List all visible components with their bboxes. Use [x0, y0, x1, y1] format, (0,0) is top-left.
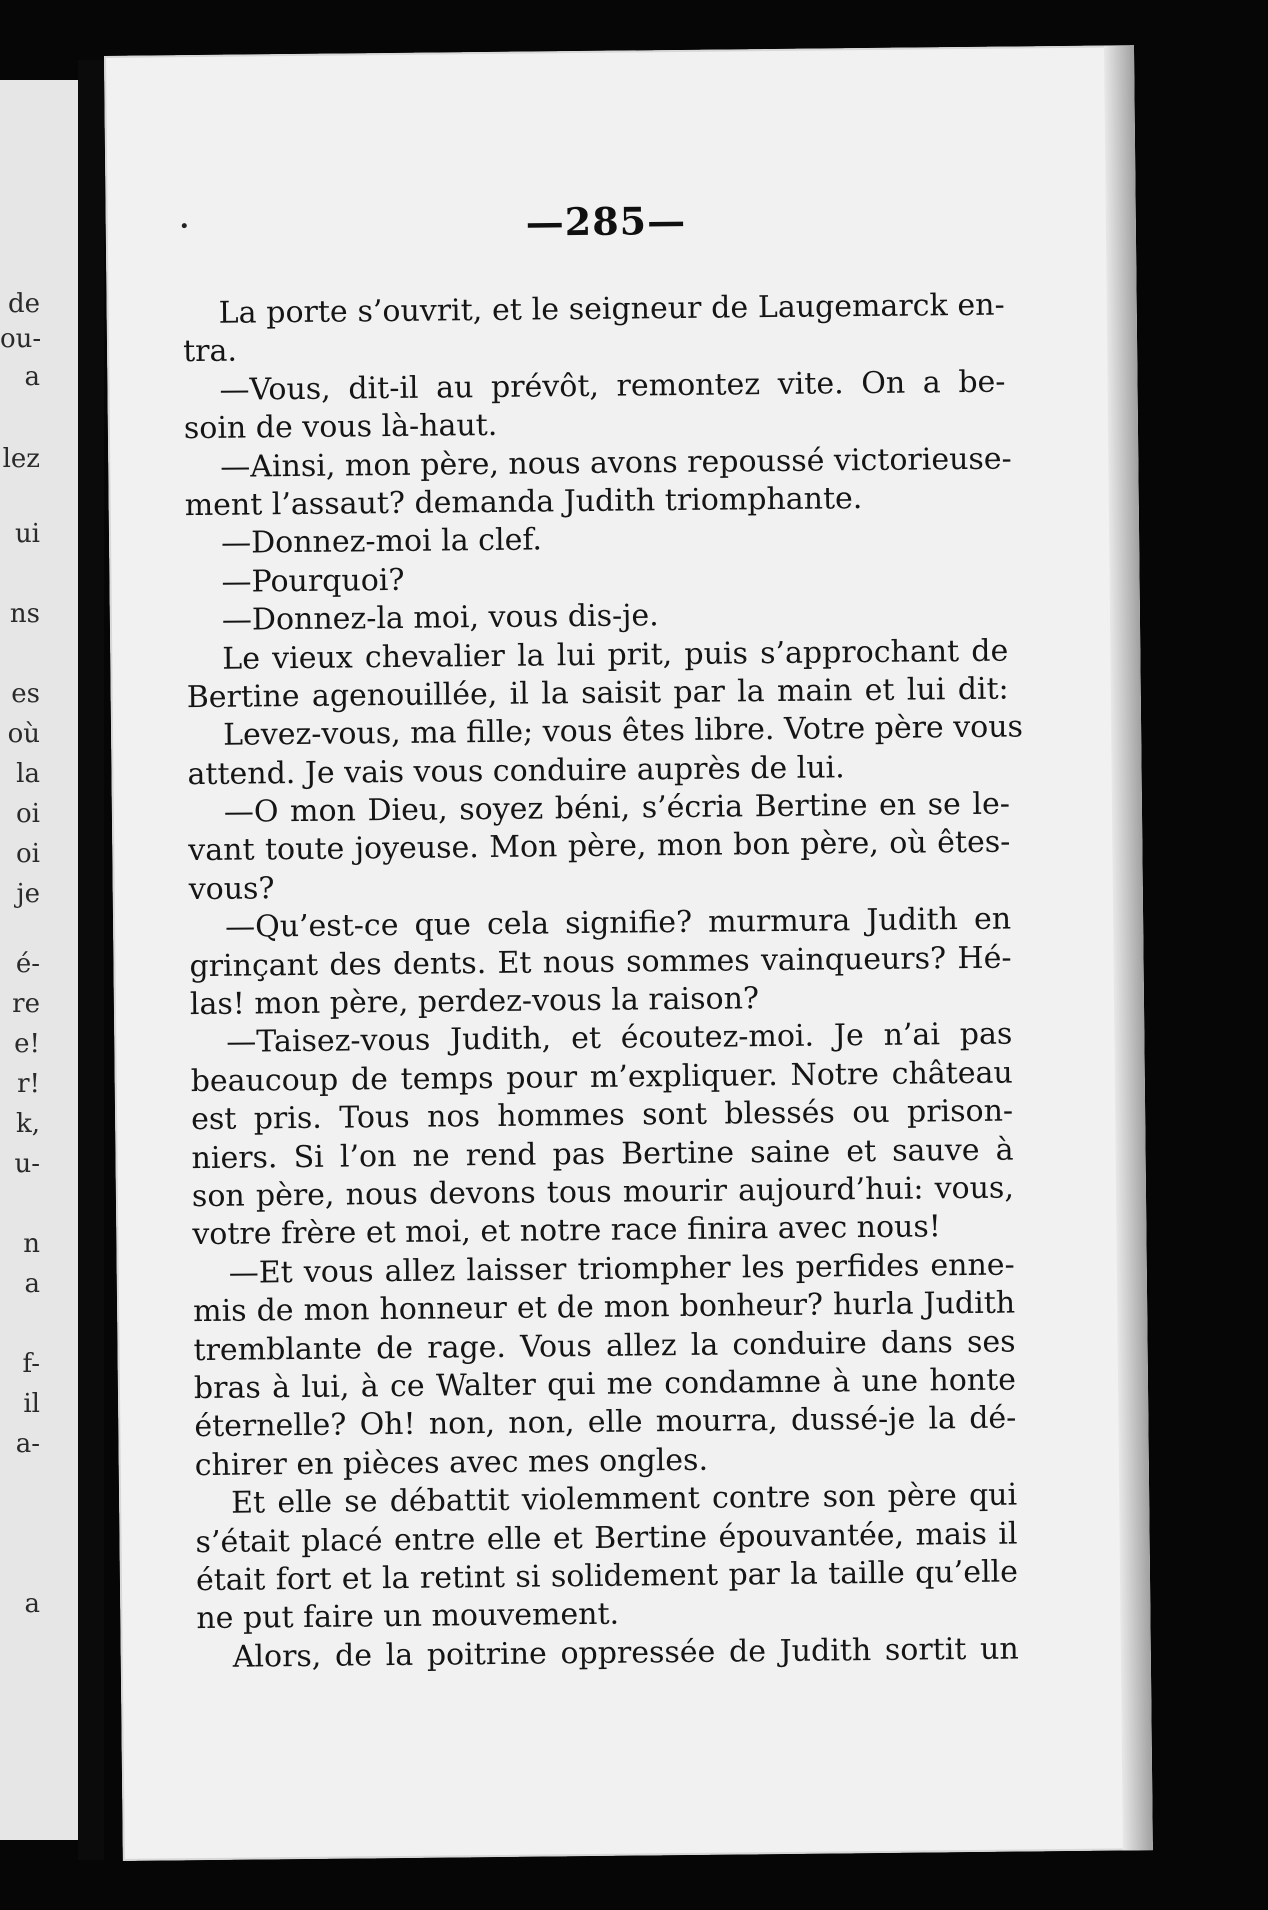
text-line: beaucoup de temps pour m’expliquer. Notre château [190, 1055, 1013, 1099]
text-line: son père, nous devons tous mourir aujourd’hui: vous, [191, 1170, 1015, 1215]
text-line: grinçant des dents. Et nous sommes vainqueurs? Hé- [189, 940, 1012, 984]
text-line: s’était placé entre elle et Bertine épouvantée, mais il [195, 1516, 1018, 1560]
text-line: bras à lui, à ce Walter qui me condamne à une honte [193, 1362, 1017, 1407]
left-page-fragment: é- [15, 949, 40, 979]
text-line: Bertine agenouillée, il la saisit par la main et lui dit: [186, 671, 1009, 716]
text-line: niers. Si l’on ne rend pas Bertine saine et sauve à [191, 1132, 1014, 1176]
left-page-fragment: r! [17, 1069, 40, 1099]
text-line: las! mon père, perdez-vous la raison? [189, 981, 760, 1023]
text-line: tremblante de rage. Vous allez la conduire dans ses [193, 1324, 1016, 1368]
page-speck [182, 223, 187, 228]
left-page-fragment: re [12, 989, 40, 1019]
text-line: éternelle? Oh! non, non, elle mourra, dussé-je la dé- [194, 1400, 1017, 1445]
book-gutter [78, 60, 104, 1860]
left-page-fragment: il [23, 1389, 40, 1419]
text-line: —Vous, dit-il au prévôt, remontez vite. On a be- [219, 364, 1006, 408]
text-line: mis de mon honneur et de mon bonheur? hurla Judith [192, 1285, 1016, 1330]
left-page-fragment: la [16, 759, 40, 789]
left-page-fragment: n [23, 1229, 40, 1259]
left-page-fragment: oi [16, 839, 40, 869]
body-text [182, 287, 1024, 1678]
book-page [104, 45, 1153, 1861]
text-line: —Taisez-vous Judith, et écoutez-moi. Je n’ai pas [226, 1016, 1013, 1061]
text-line: vous? [188, 871, 275, 908]
left-page-fragment: e! [14, 1029, 40, 1059]
left-page-fragment: lez [2, 444, 40, 474]
left-page-fragment: a- [15, 1429, 40, 1459]
text-line: est pris. Tous nos hommes sont blessés ou prison- [190, 1093, 1014, 1138]
page-edge-shadow [1104, 45, 1153, 1850]
left-page-fragment: de [7, 289, 40, 319]
text-line: Et elle se débattit violemment contre son père qui [230, 1477, 1018, 1521]
text-line: chirer en pièces avec mes ongles. [194, 1442, 709, 1483]
text-line: —Et vous allez laisser triompher les perfides enne- [228, 1247, 1015, 1291]
text-line: La porte s’ouvrit, et le seigneur de Laugemarck en- [218, 287, 1005, 331]
left-facing-page [0, 80, 88, 1840]
text-line: vant toute joyeuse. Mon père, mon bon père, où êtes- [188, 825, 1011, 869]
text-line: —Ainsi, mon père, nous avons repoussé victorieuse- [220, 441, 1012, 485]
text-line: soin de vous là-haut. [183, 408, 498, 447]
text-line: —Pourquoi? [221, 562, 405, 600]
left-page-fragment: a [24, 362, 40, 392]
left-page-fragment: es [11, 679, 40, 709]
text-line: Le vieux chevalier la lui prit, puis s’approchant de [222, 633, 1009, 677]
text-line: —Qu’est-ce que cela signifie? murmura Judith en [224, 901, 1012, 946]
text-line: votre frère et moi, et notre race finira avec nous! [192, 1209, 942, 1253]
page-number: —285— [525, 197, 687, 245]
text-line: —O mon Dieu, soyez béni, s’écria Bertine en se le- [223, 786, 1011, 830]
left-page-fragment: f- [22, 1349, 40, 1379]
text-line: tra. [182, 334, 238, 370]
left-page-fragment: oi [16, 799, 40, 829]
left-page-fragment: a [24, 1589, 40, 1619]
text-line: ment l’assaut? demanda Judith triomphante. [184, 481, 863, 524]
left-page-fragment: k, [15, 1109, 40, 1139]
left-page-fragment: ui [14, 519, 40, 549]
left-page-fragment: a [24, 1269, 40, 1299]
left-page-fragment: je [16, 879, 40, 909]
left-page-fragment: ns [9, 599, 40, 629]
text-line: ne put faire un mouvement. [196, 1596, 620, 1637]
left-page-fragment: ou- [0, 324, 42, 354]
text-line: était fort et la retint si solidement par la taille qu’elle [195, 1554, 1019, 1599]
text-line: attend. Je vais vous conduire auprès de lui. [187, 749, 845, 792]
text-line: Alors, de la poitrine oppressée de Judith sortit un [232, 1631, 1019, 1675]
text-line: Levez-vous, ma fille; vous êtes libre. Votre père vous [222, 709, 1024, 754]
text-line: —Donnez-la moi, vous dis-je. [221, 598, 659, 638]
left-page-fragment: u- [14, 1149, 40, 1179]
text-line: —Donnez-moi la clef. [220, 522, 543, 562]
left-page-fragment: où [7, 719, 40, 749]
